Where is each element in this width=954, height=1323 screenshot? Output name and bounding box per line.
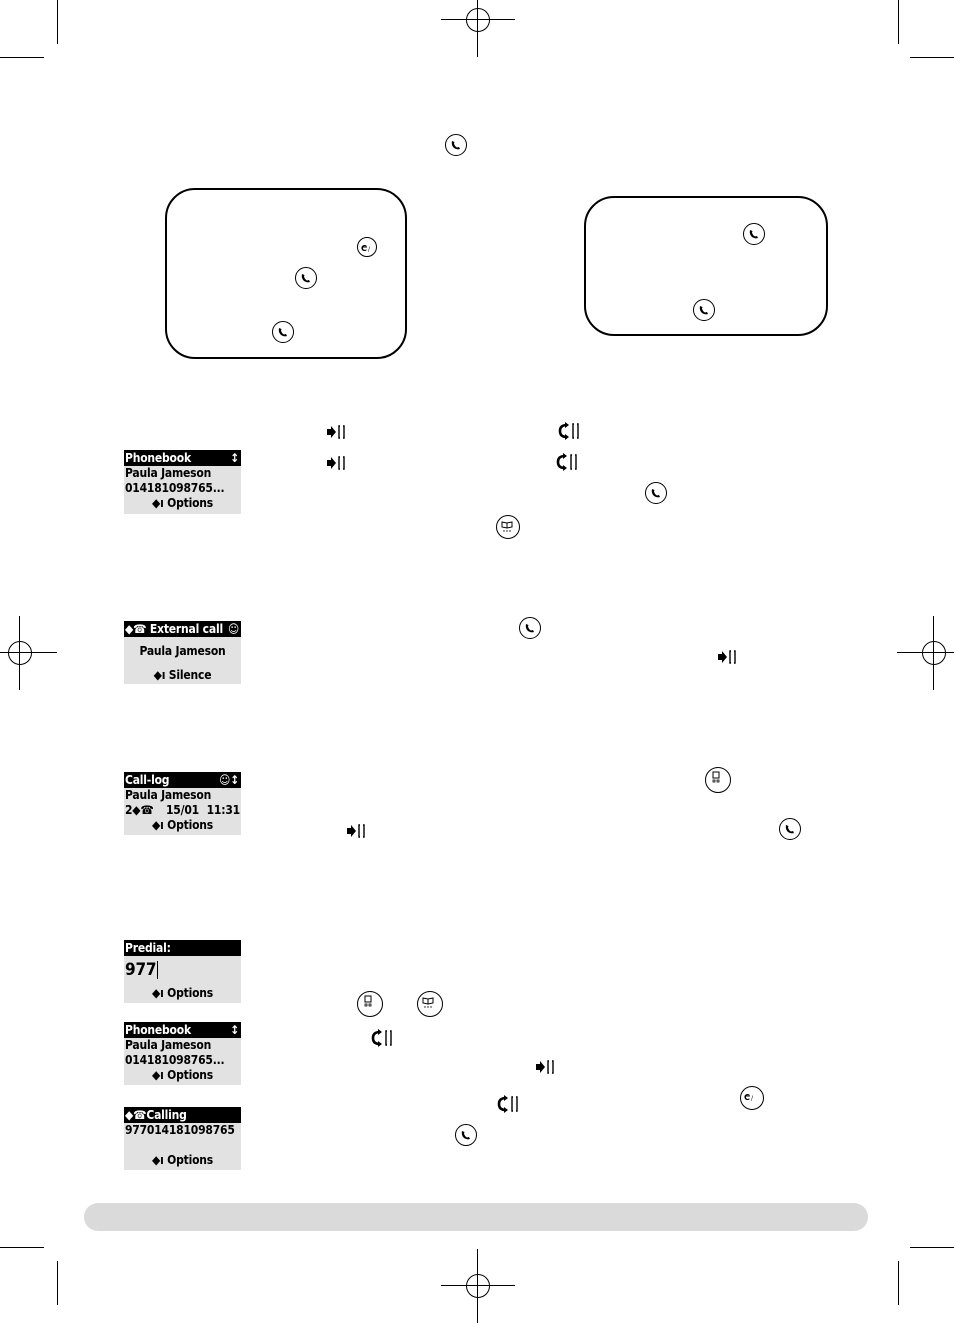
lcd-external-call-screen xyxy=(124,621,241,684)
nav-right-icon xyxy=(325,455,347,471)
lcd-call-time: 11:31 xyxy=(206,803,240,817)
talk-key-icon xyxy=(693,299,715,321)
talk-key-icon xyxy=(519,617,541,639)
lcd-predial-value xyxy=(124,958,241,982)
lcd-title: ◆☎ External call xyxy=(125,622,223,636)
phonebook-key-icon xyxy=(417,991,443,1017)
registration-mark xyxy=(466,8,490,32)
nav-right-icon xyxy=(325,424,347,440)
nav-updown-icon xyxy=(370,1028,394,1048)
text-cursor xyxy=(157,961,158,979)
talk-key-icon xyxy=(645,482,667,504)
lcd-softkey-label: ◆ı Options xyxy=(151,986,214,1000)
lcd-header xyxy=(124,940,241,956)
lcd-dialed-number: 977014181098765 xyxy=(125,1123,235,1137)
registration-mark xyxy=(8,641,32,665)
calllog-key-icon xyxy=(705,767,731,793)
nav-right-icon xyxy=(345,823,367,839)
lcd-header xyxy=(124,621,241,637)
lcd-title: Predial: xyxy=(125,941,171,955)
footer-bar xyxy=(84,1203,868,1231)
talk-key-icon xyxy=(743,223,765,245)
lcd-caller-name: Paula Jameson xyxy=(139,644,226,658)
lcd-contact-name: Paula Jameson xyxy=(125,788,212,802)
nav-right-icon xyxy=(534,1059,556,1075)
lcd-phonebook-screen xyxy=(124,450,241,514)
lcd-header xyxy=(124,1022,241,1038)
lcd-header xyxy=(124,772,241,788)
phonebook-key-icon xyxy=(496,515,520,539)
clear-key-icon xyxy=(740,1086,764,1110)
nav-updown-icon xyxy=(555,452,579,472)
talk-key-icon xyxy=(295,267,317,289)
talk-key-icon xyxy=(272,321,294,343)
nav-updown-icon xyxy=(496,1094,520,1114)
svg-text:C: C xyxy=(361,244,367,253)
crop-mark xyxy=(910,1247,954,1248)
lcd-contact-number: 014181098765... xyxy=(125,481,225,495)
talk-key-icon xyxy=(445,134,467,156)
lcd-title: Phonebook xyxy=(125,1023,191,1037)
lcd-phonebook-screen xyxy=(124,1022,241,1085)
registration-mark xyxy=(466,1274,490,1298)
lcd-softkey-label: ◆ı Options xyxy=(151,1068,214,1082)
lcd-call-date: 15/01 xyxy=(166,803,199,817)
lcd-header xyxy=(124,450,241,466)
lcd-predial-digits: 977 xyxy=(125,960,157,980)
talk-key-icon xyxy=(779,818,801,840)
lcd-calllog-screen xyxy=(124,772,241,835)
lcd-contact-number: 014181098765... xyxy=(125,1053,225,1067)
lcd-predial-screen xyxy=(124,940,241,1003)
crop-mark xyxy=(898,1261,899,1305)
crop-mark xyxy=(910,57,954,58)
clear-key-icon xyxy=(357,237,377,257)
scroll-arrows-icon: ↕ xyxy=(230,1023,239,1037)
lcd-header xyxy=(124,1107,241,1123)
lcd-softkey-label: ◆ı Options xyxy=(151,818,214,832)
scroll-arrows-icon: ↕ xyxy=(230,451,239,465)
nav-right-icon xyxy=(716,649,738,665)
svg-text:C: C xyxy=(744,1093,750,1102)
lcd-contact-name: Paula Jameson xyxy=(125,466,212,480)
nav-updown-icon xyxy=(557,421,581,441)
lcd-title: Call-log xyxy=(125,773,170,787)
crop-mark xyxy=(0,1247,44,1248)
lcd-contact-name: Paula Jameson xyxy=(125,1038,212,1052)
crop-mark xyxy=(0,57,44,58)
svg-text:/: / xyxy=(368,246,371,253)
crop-mark xyxy=(57,0,58,44)
crop-mark xyxy=(57,1261,58,1305)
talk-key-icon xyxy=(455,1124,477,1146)
crop-mark xyxy=(898,0,899,44)
svg-text:/: / xyxy=(751,1095,754,1102)
lcd-call-details xyxy=(124,803,241,818)
calllog-key-icon xyxy=(357,991,383,1017)
lcd-call-count: 2◆☎ xyxy=(125,803,154,817)
registration-mark xyxy=(922,641,946,665)
lcd-softkey-label: ◆ı Silence xyxy=(153,668,212,682)
lcd-softkey-label: ◆ı Options xyxy=(151,1153,214,1167)
lcd-calling-screen xyxy=(124,1107,241,1170)
smiley-updown-icon: ☺↕ xyxy=(219,773,239,787)
lcd-title: ◆☎Calling xyxy=(125,1108,187,1122)
lcd-softkey-label: ◆ı Options xyxy=(151,496,214,510)
smiley-icon: ☺ xyxy=(227,622,239,636)
lcd-title: Phonebook xyxy=(125,451,191,465)
